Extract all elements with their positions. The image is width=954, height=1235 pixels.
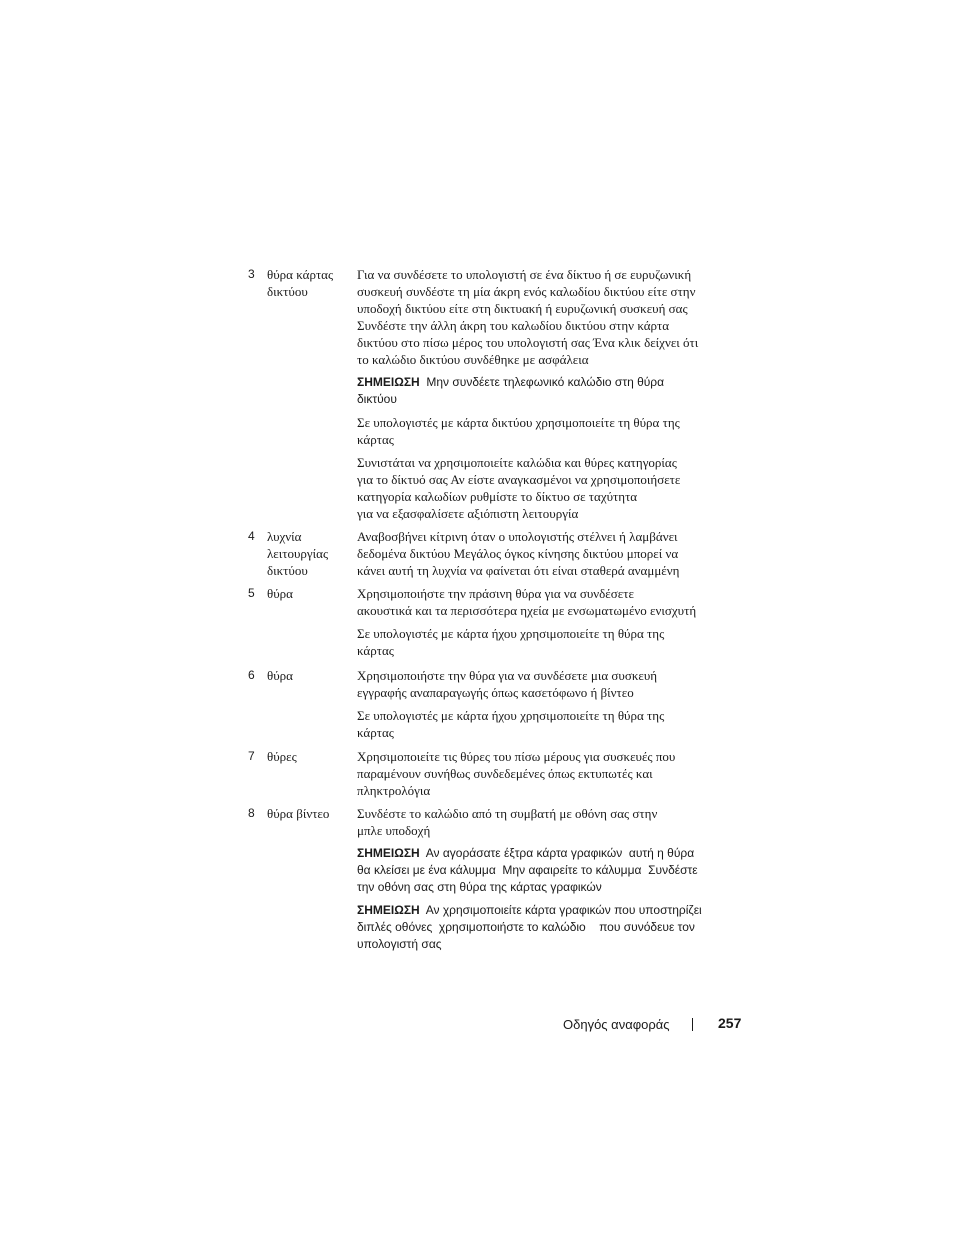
- row-label: λυχνία λειτουργίας δικτύου: [267, 529, 329, 578]
- row-label: θύρα βίντεο: [267, 806, 330, 821]
- description-paragraph: Χρησιμοποιήστε την πράσινη θύρα για να συνδέσετε ακουστικά και τα περισσότερα ηχεία με ενσωματωμένο ενισχυτή: [357, 586, 697, 618]
- note-text: Αν χρησιμοποιείτε κάρτα γραφικών που υποστηρίζει: [419, 903, 702, 917]
- row-number: 5: [248, 586, 255, 600]
- row-number: 7: [248, 749, 255, 763]
- row-description: [357, 748, 732, 805]
- footer-separator: [692, 1018, 693, 1031]
- note-text-continued: δικτύου: [357, 392, 397, 406]
- footer-title: Οδηγός αναφοράς: [563, 1017, 670, 1032]
- page-number: 257: [718, 1015, 742, 1031]
- description-paragraph: Σε υπολογιστές με κάρτα ήχου χρησιμοποιείτε τη θύρα της κάρτας: [357, 626, 665, 658]
- note-heading: ΣΗΜΕΙΩΣΗ: [357, 375, 420, 389]
- row-description: [357, 585, 732, 665]
- row-number: 6: [248, 668, 255, 682]
- note-heading: ΣΗΜΕΙΩΣΗ: [357, 903, 420, 917]
- note-text-continued: διπλές οθόνες χρησιμοποιήστε το καλώδιο που συνόδευε τον υπολογιστή σας: [357, 920, 695, 951]
- description-paragraph: Σε υπολογιστές με κάρτα ήχου χρησιμοποιείτε τη θύρα της κάρτας: [357, 708, 665, 740]
- note-text: Αν αγοράσατε έξτρα κάρτα γραφικών αυτή η θύρα: [419, 846, 695, 860]
- description-paragraph: Σε υπολογιστές με κάρτα δικτύου χρησιμοποιείτε τη θύρα της κάρτας: [357, 415, 680, 447]
- description-paragraph: Αναβοσβήνει κίτρινη όταν ο υπολογιστής στέλνει ή λαμβάνει δεδομένα δικτύου Μεγάλος όγκος κίνησης δικτύου μπορεί να κάνει αυτή τη λυχνία να φαίνεται ότι είναι σταθερά αναμμένη: [357, 529, 680, 578]
- description-paragraph: Χρησιμοποιείτε τις θύρες του πίσω μέρους για συσκευές που παραμένουν συνήθως συνδεδεμένες όπως εκτυπωτές και πληκτρολόγια: [357, 749, 676, 798]
- row-label: θύρα κάρτας δικτύου: [267, 267, 334, 299]
- description-paragraph: Συνδέστε το καλώδιο από τη συμβατή με οθόνη σας στην μπλε υποδοχή: [357, 806, 658, 838]
- description-paragraph: Χρησιμοποιήστε την θύρα για να συνδέσετε μια συσκευή εγγραφής αναπαραγωγής όπως κασετόφωνο ή βίντεο: [357, 668, 658, 700]
- note-block: [357, 902, 732, 953]
- row-description: [357, 805, 732, 959]
- row-label: θύρα: [267, 668, 293, 683]
- note-text: Μην συνδέετε τηλεφωνικό καλώδιο στη θύρα: [419, 375, 665, 389]
- row-description: [357, 667, 732, 747]
- row-description: [357, 266, 732, 528]
- note-heading: ΣΗΜΕΙΩΣΗ: [357, 846, 420, 860]
- description-paragraph: Συνιστάται να χρησιμοποιείτε καλώδια και θύρες κατηγορίας για το δίκτυό σας Αν είστε αναγκασμένοι να χρησιμοποιήσετε κατηγορία καλωδίων ρυθμίστε το δίκτυο σε ταχύτητα για να εξασφαλίσετε αξιόπιστη λειτουργία: [357, 455, 681, 521]
- row-number: 4: [248, 529, 255, 543]
- description-paragraph: Για να συνδέσετε το υπολογιστή σε ένα δίκτυο ή σε ευρυζωνική συσκευή συνδέστε τη μία άκρη ενός καλωδίου δικτύου είτε στην υποδοχή δικτύου είτε στη δικτυακή ή ευρυζωνική συσκευή σας Συνδέστε την άλλη άκρη του καλωδίου δικτύου στην κάρτα δικτύου στο πίσω μέρος του υπολογιστή σας Ένα κλικ δείχνει ότι το καλώδιο δικτύου συνδέθηκε με ασφάλεια: [357, 267, 699, 367]
- row-label: θύρες: [267, 749, 297, 764]
- row-label: θύρα: [267, 586, 293, 601]
- note-block: [357, 374, 732, 408]
- page-footer: [0, 1015, 954, 1035]
- note-text-continued: θα κλείσει με ένα κάλυμμα Μην αφαιρείτε το κάλυμμα Συνδέστε την οθόνη σας στη θύρα της κάρτας γραφικών: [357, 863, 698, 894]
- row-number: 8: [248, 806, 255, 820]
- row-number: 3: [248, 267, 255, 281]
- note-block: [357, 845, 732, 896]
- row-description: [357, 528, 732, 585]
